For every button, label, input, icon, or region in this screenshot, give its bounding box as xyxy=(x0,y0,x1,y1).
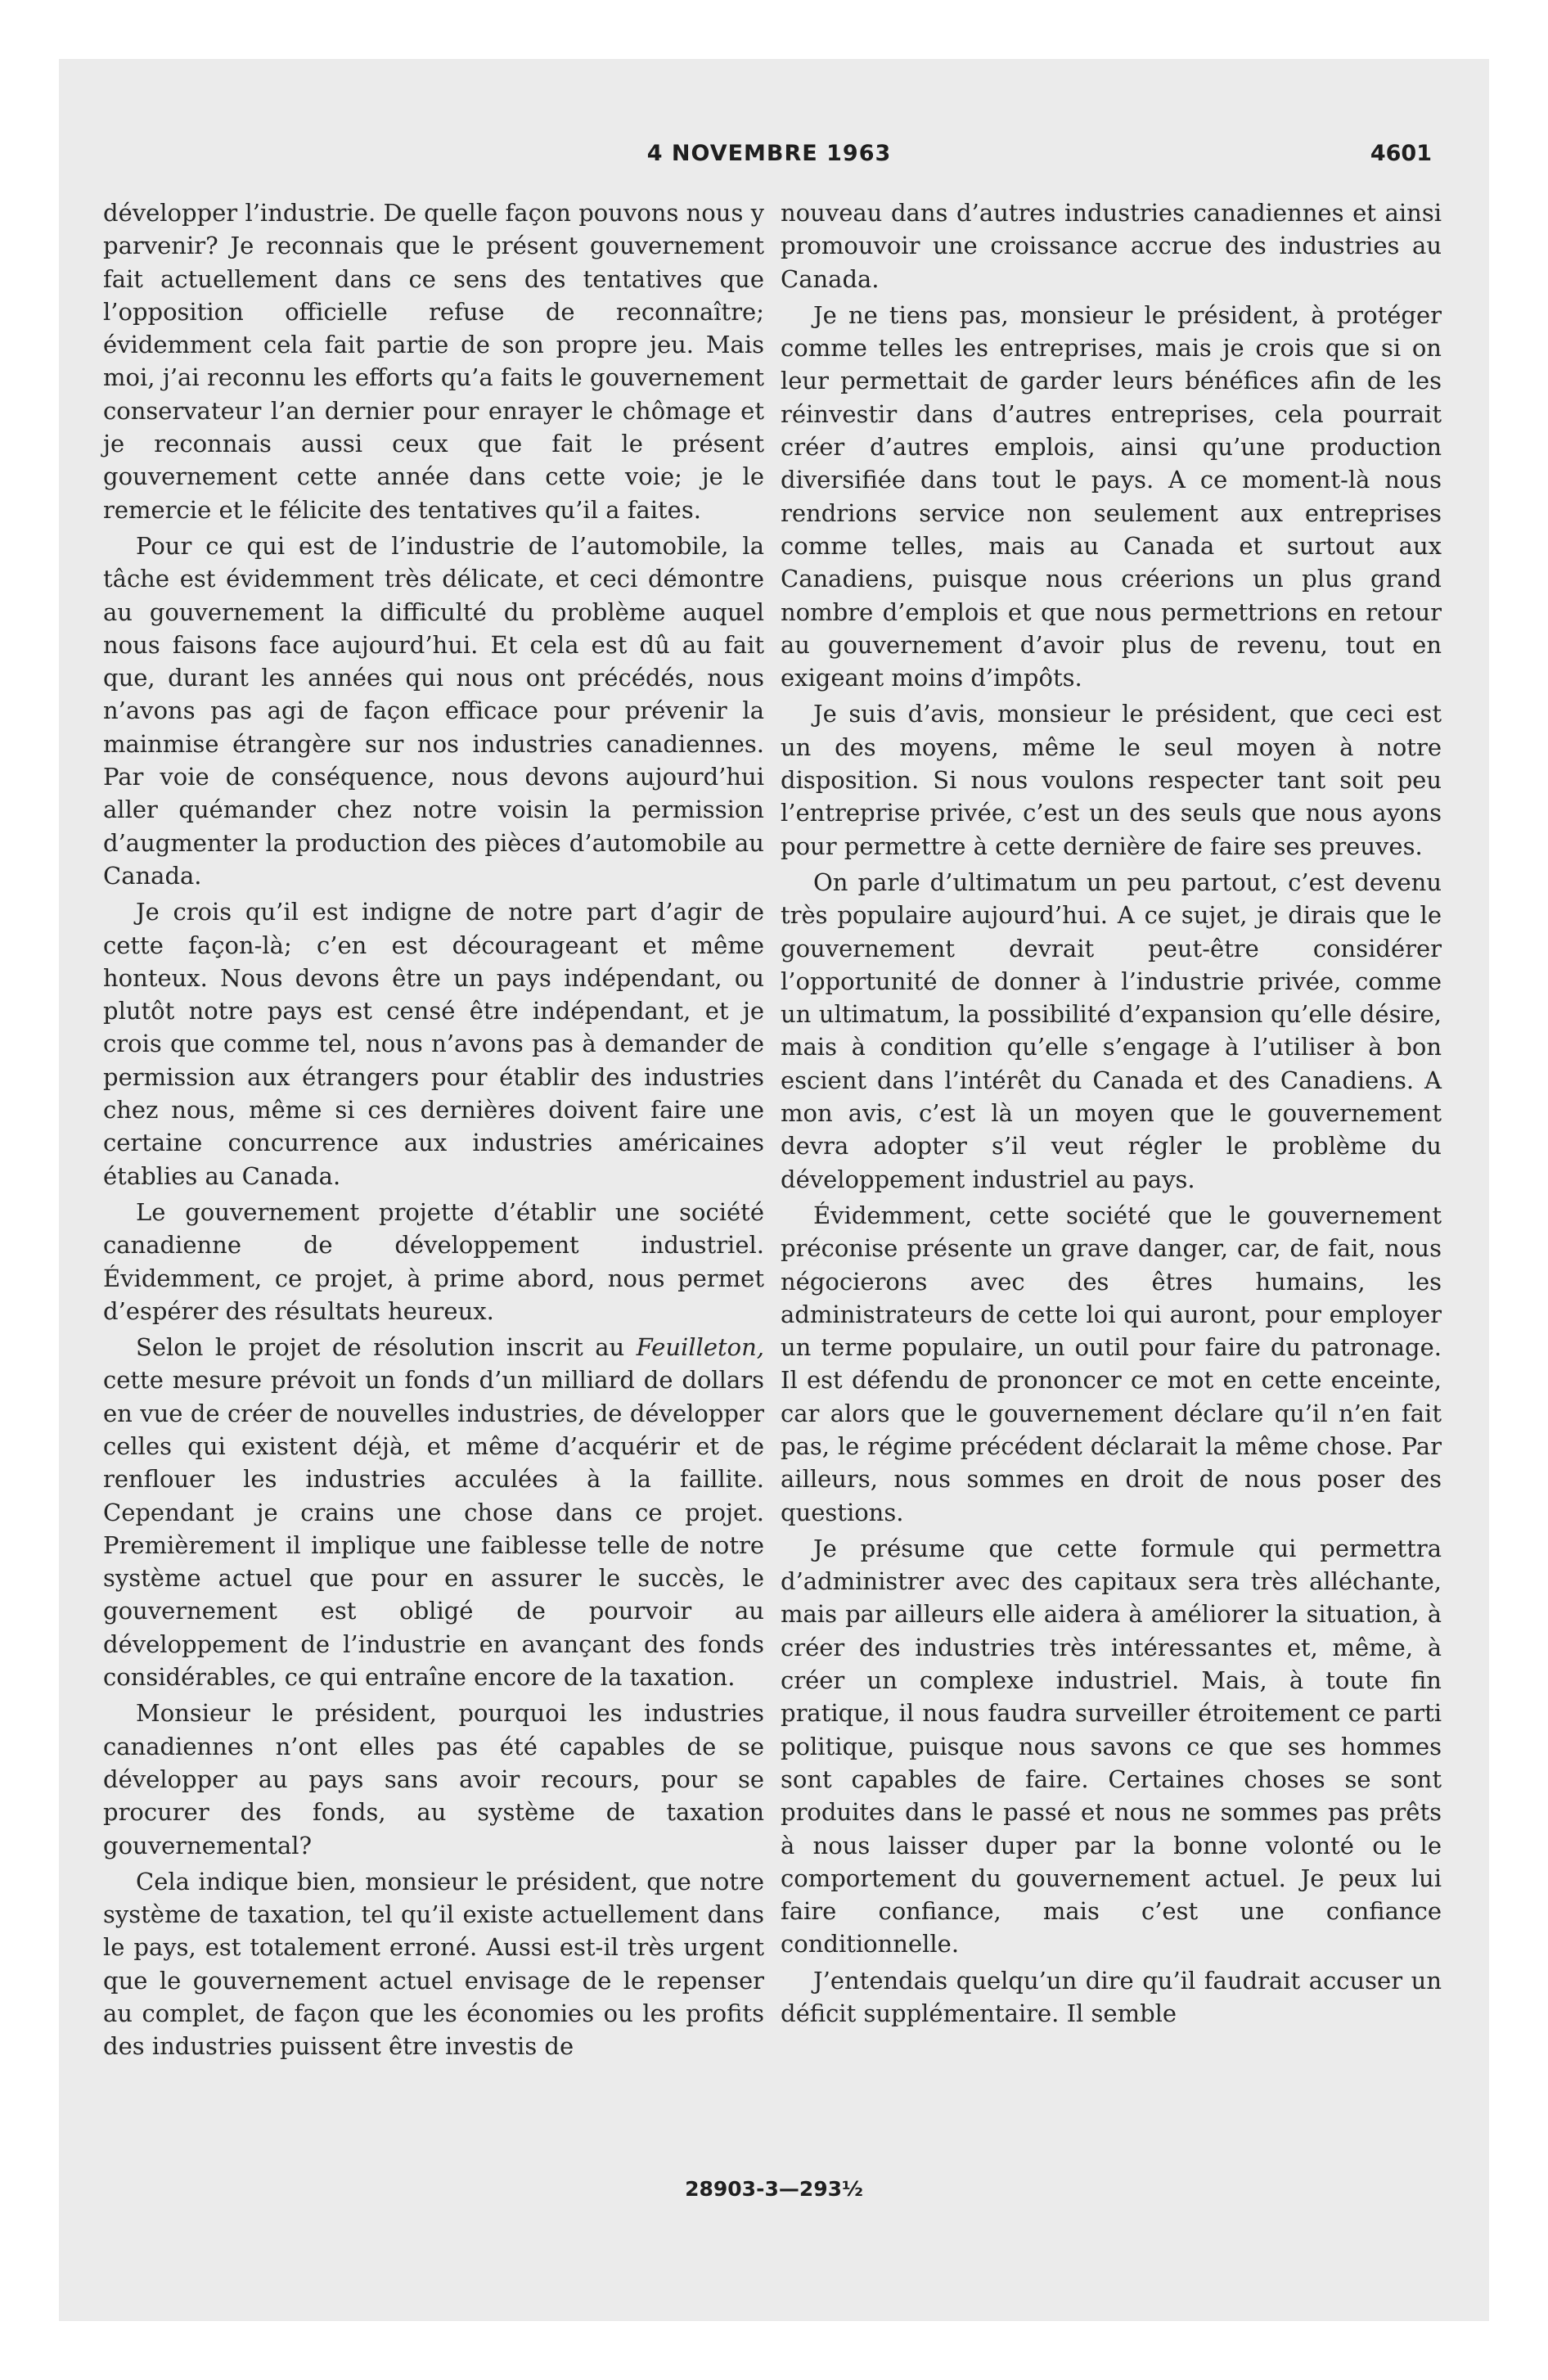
paragraph xyxy=(103,1331,764,1693)
paragraph: Cela indique bien, monsieur le président, que notre système de taxation, tel qu’il existe actuellement dans le pays, est totalement erroné. Aussi est-il très urgent que le gouvernement actuel envisage de le repenser au complet, de façon que les économies ou les profits des industries puissent être investis de xyxy=(103,1867,764,2061)
right-column xyxy=(781,196,1442,2033)
paragraph: Évidemment, cette société que le gouvernement préconise présente un grave danger, car, de fait, nous négocierons avec des êtres humains, les administrateurs de cette loi qui auront, pour employer un terme populaire, un outil pour faire du patronage. Il est défendu de prononcer ce mot en cette enceinte, car alors que le gouvernement déclare qu’il n’en fait pas, le régime précédent déclarait la même chose. Par ailleurs, nous sommes en droit de nous poser des questions. xyxy=(781,1201,1442,1526)
paragraph: Pour ce qui est de l’industrie de l’automobile, la tâche est évidemment très délicate, et ceci démontre au gouvernement la difficulté du problème auquel nous faisons face aujourd’hui. Et cela est dû au fait que, durant les années qui nous ont précédés, nous n’avons pas agi de façon efficace pour prévenir la mainmise étrangère sur nos industries canadiennes. Par voie de conséquence, nous devons aujourd’hui aller quémander chez notre voisin la permission d’augmenter la production des pièces d’automobile au Canada. xyxy=(103,531,764,890)
paragraph: Monsieur le président, pourquoi les industries canadiennes n’ont elles pas été capables de se développer au pays sans avoir recours, pour se procurer des fonds, au système de taxation gouvernemental? xyxy=(103,1699,764,1859)
paragraph: Je crois qu’il est indigne de notre part d’agir de cette façon-là; c’en est décourageant et même honteux. Nous devons être un pays indépendant, ou plutôt notre pays est censé être indépendant, et je crois que comme tel, nous n’avons pas à demander de permission aux étrangers pour établir des industries chez nous, même si ces dernières doivent faire une certaine concurrence aux industries américaines établies au Canada. xyxy=(103,898,764,1190)
footer-code: 28903-3—293½ xyxy=(685,2177,863,2201)
feuilleton-italic: Feuilleton, xyxy=(636,1333,764,1362)
paragraph-rest: cette mesure prévoit un fonds d’un milliard de dollars en vue de créer de nouvelles industries, de développer celles qui existent déjà, et même d’acquérir et de renflouer les industries acculées à la faillite. Cependant je crains une chose dans ce projet. Premièrement il implique une faiblesse telle de notre système actuel que pour en assurer le succès, le gouvernement est obligé de pourvoir au développement de l’industrie en avançant des fonds considérables, ce qui entraîne encore de la taxation. xyxy=(103,1366,764,1692)
paragraph: J’entendais quelqu’un dire qu’il faudrait accuser un déficit supplémentaire. Il semble xyxy=(781,1966,1442,2028)
paragraph: Le gouvernement projette d’établir une société canadienne de développement industriel. Évidemment, ce projet, à prime abord, nous permet d’espérer des résultats heureux. xyxy=(103,1197,764,1325)
page-number: 4601 xyxy=(1370,141,1432,166)
paragraph: On parle d’ultimatum un peu partout, c’est devenu très populaire aujourd’hui. A ce sujet, je dirais que le gouvernement devrait peut-être considérer l’opportunité de donner à l’industrie privée, comme un ultimatum, la possibilité d’expansion qu’elle désire, mais à condition qu’elle s’engage à l’utiliser à bon escient dans l’intérêt du Canada et des Canadiens. A mon avis, c’est là un moyen que le gouvernement devra adopter s’il veut régler le problème du développement industriel au pays. xyxy=(781,868,1442,1193)
paragraph-lead: Selon le projet de résolution inscrit au xyxy=(136,1333,637,1362)
paragraph: Je présume que cette formule qui permettra d’administrer avec des capitaux sera très alléchante, mais par ailleurs elle aidera à améliorer la situation, à créer des industries très intéressantes et, même, à créer un complexe industriel. Mais, à toute fin pratique, il nous faudra surveiller étroitement ce parti politique, puisque nous savons ce que ses hommes sont capables de faire. Certaines choses se sont produites dans le passé et nous ne sommes pas prêts à nous laisser duper par la bonne volonté ou le comportement du gouvernement actuel. Je peux lui faire confiance, mais c’est une confiance conditionnelle. xyxy=(781,1534,1442,1959)
paragraph: nouveau dans d’autres industries canadiennes et ainsi promouvoir une croissance accrue des industries au Canada. xyxy=(781,199,1442,293)
paragraph: Je ne tiens pas, monsieur le président, à protéger comme telles les entreprises, mais je crois que si on leur permettait de garder leurs bénéfices afin de les réinvestir dans d’autres entreprises, cela pourrait créer d’autres emplois, ainsi qu’une production diversifiée dans tout le pays. A ce moment-là nous rendrions service non seulement aux entreprises comme telles, mais au Canada et surtout aux Canadiens, puisque nous créerions un plus grand nombre d’emplois et que nous permettrions en retour au gouvernement d’avoir plus de revenu, tout en exigeant moins d’impôts. xyxy=(781,300,1442,692)
paragraph: développer l’industrie. De quelle façon pouvons nous y parvenir? Je reconnais que le présent gouvernement fait actuellement dans ce sens des tentatives que l’opposition officielle refuse de reconnaître; évidemment cela fait partie de son propre jeu. Mais moi, j’ai reconnu les efforts qu’a faits le gouvernement conservateur l’an dernier pour enrayer le chômage et je reconnais aussi ceux que fait le présent gouvernement cette année dans cette voie; je le remercie et le félicite des tentatives qu’il a faites. xyxy=(103,199,764,524)
left-column xyxy=(103,196,764,2067)
paragraph: Je suis d’avis, monsieur le président, que ceci est un des moyens, même le seul moyen à notre disposition. Si nous voulons respecter tant soit peu l’entreprise privée, c’est un des seuls que nous ayons pour permettre à cette dernière de faire ses preuves. xyxy=(781,700,1442,860)
page-header xyxy=(106,141,1432,174)
header-date: 4 NOVEMBRE 1963 xyxy=(646,141,892,166)
